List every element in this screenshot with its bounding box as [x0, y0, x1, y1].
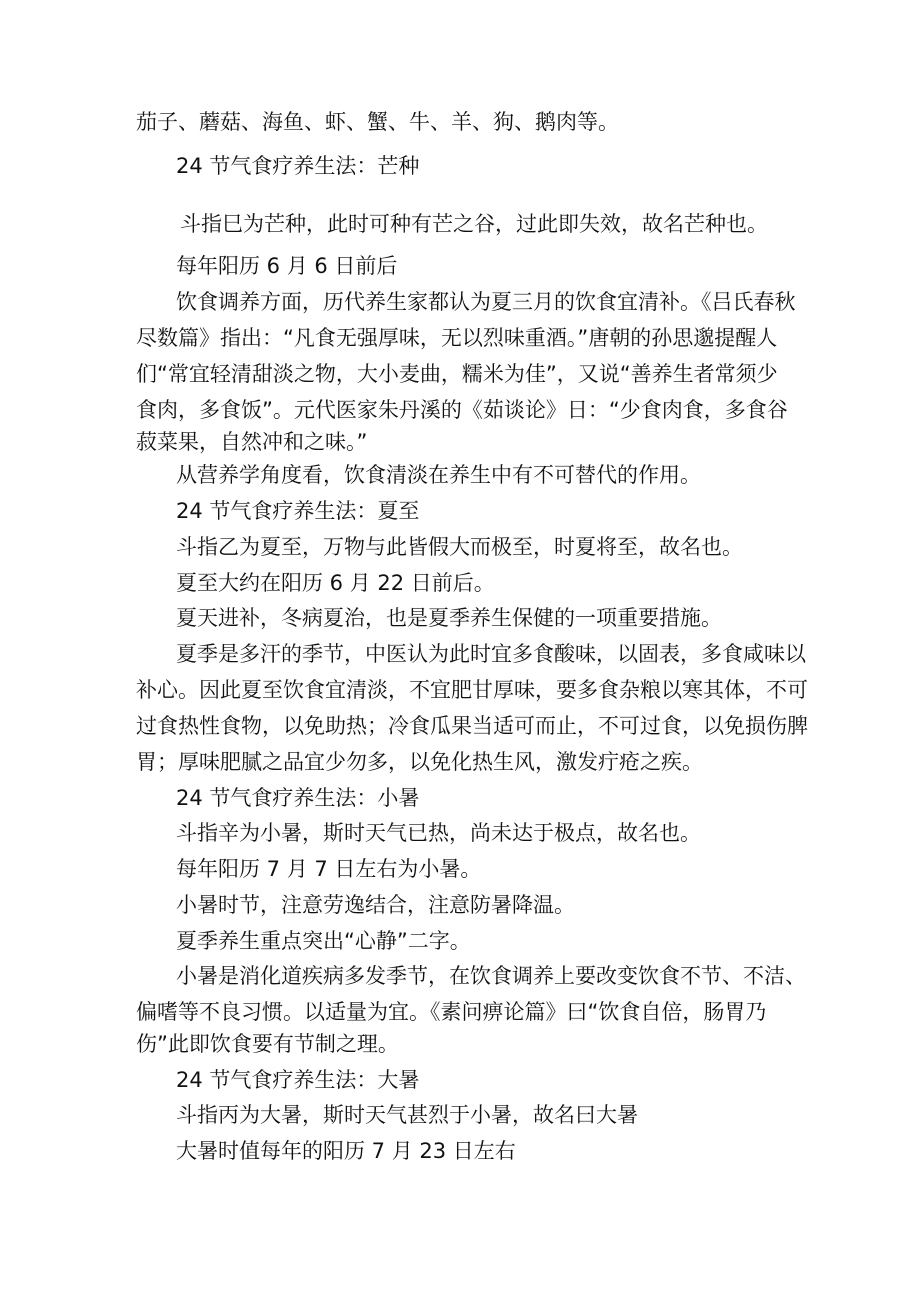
paragraph: 大暑时值每年的阳历 7 月 23 日左右: [176, 1139, 516, 1163]
paragraph: 夏季养生重点突出“心静”二字。: [176, 929, 471, 953]
paragraph: 斗指丙为大暑，斯时天气甚烈于小暑，故名曰大暑: [176, 1103, 638, 1127]
paragraph: 从营养学角度看，饮食清淡在养生中有不可替代的作用。: [176, 463, 701, 487]
paragraph-continuation: 胃；厚味肥腻之品宜少勿多，以免化热生风，激发疔疮之疾。: [136, 750, 703, 774]
paragraph: 斗指乙为夏至，万物与此皆假大而极至，时夏将至，故名也。: [176, 535, 743, 559]
paragraph-continuation: 尽数篇》指出：“凡食无强厚味，无以烈味重酒。”唐朝的孙思邈提醒人: [136, 326, 778, 350]
paragraph-continuation: 偏嗜等不良习惯。以适量为宜。《素问痹论篇》曰“饮食自倍，肠胃乃: [136, 1000, 767, 1024]
paragraph-continuation: 们“常宜轻清甜淡之物，大小麦曲，糯米为佳”，又说“善养生者常须少: [136, 362, 778, 386]
paragraph: 饮食调养方面，历代养生家都认为夏三月的饮食宜清补。《吕氏春秋: [176, 290, 796, 314]
section-heading-xiaoshu: 24 节气食疗养生法：小暑: [176, 786, 420, 810]
body-text-line: 茄子、蘑菇、海鱼、虾、蟹、牛、羊、狗、鹅肉等。: [136, 110, 619, 134]
section-heading-xiazhi: 24 节气食疗养生法：夏至: [176, 499, 420, 523]
section-heading-mangzhong: 24 节气食疗养生法：芒种: [176, 154, 420, 178]
paragraph: 斗指辛为小暑，斯时天气已热，尚未达于极点，故名也。: [176, 821, 701, 845]
paragraph: 每年阳历 7 月 7 日左右为小暑。: [176, 857, 482, 881]
paragraph: 夏季是多汗的季节，中医认为此时宜多食酸味，以固表，多食咸味以: [176, 642, 806, 666]
paragraph: 夏天进补，冬病夏治，也是夏季养生保健的一项重要措施。: [176, 606, 722, 630]
section-heading-dashu: 24 节气食疗养生法：大暑: [176, 1068, 420, 1092]
paragraph-continuation: 过食热性食物，以免助热；冷食瓜果当适可而止，不可过食，以免损伤脾: [136, 714, 808, 738]
paragraph-continuation: 菽菜果，自然冲和之味。”: [136, 430, 368, 454]
paragraph: 小暑是消化道疾病多发季节，在饮食调养上要改变饮食不节、不洁、: [176, 964, 806, 988]
paragraph: 每年阳历 6 月 6 日前后: [176, 254, 398, 278]
paragraph: 斗指巳为芒种，此时可种有芒之谷，过此即失效，故名芒种也。: [180, 212, 768, 236]
paragraph: 小暑时节，注意劳逸结合，注意防暑降温。: [176, 893, 575, 917]
paragraph-continuation: 伤”此即饮食要有节制之理。: [136, 1032, 399, 1056]
paragraph-continuation: 补心。因此夏至饮食宜清淡，不宜肥甘厚味，要多食杂粮以寒其体，不可: [136, 678, 808, 702]
paragraph: 夏至大约在阳历 6 月 22 日前后。: [176, 571, 495, 595]
paragraph-continuation: 食肉，多食饭”。元代医家朱丹溪的《茹谈论》日：“少食肉食，多食谷: [136, 398, 788, 422]
